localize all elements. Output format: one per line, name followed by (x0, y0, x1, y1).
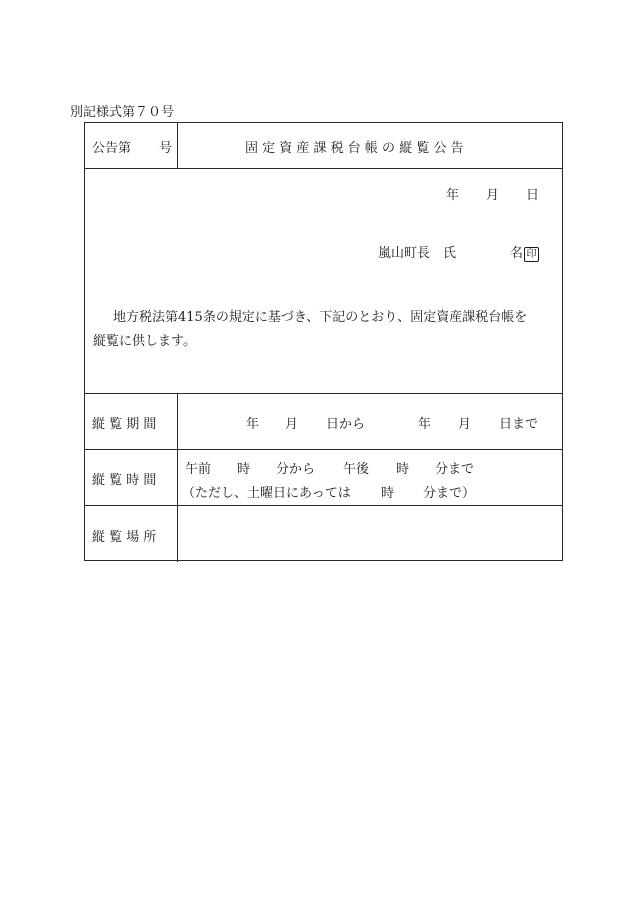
time-saturday-minute: 分まで） (423, 486, 476, 501)
paragraph-line-1: 地方税法第415条の規定に基づき、下記のとおり、固定資産課税台帳を (113, 310, 528, 325)
issuer-seal-area (510, 242, 539, 262)
form-number-label: 別記様式第７０号 (70, 105, 175, 120)
time-saturday-hour: 時 (381, 486, 395, 501)
paragraph-line-2: 縦覧に供します。 (93, 334, 196, 349)
period-to-month: 月 (458, 417, 472, 432)
divider-header (85, 168, 562, 169)
time-am: 午前 (185, 462, 212, 477)
header-column-divider (177, 123, 178, 168)
period-to-year: 年 (418, 417, 432, 432)
time-pm-hour: 時 (396, 462, 410, 477)
period-from-month: 月 (285, 417, 299, 432)
period-from-day: 日から (326, 417, 366, 432)
date-month: 月 (486, 188, 500, 203)
seal-mark: 印 (524, 247, 539, 262)
divider-time (85, 505, 562, 506)
issuer-name: 嵐山町長 氏 (378, 246, 457, 261)
date-day: 日 (526, 188, 540, 203)
notice-number-prefix: 公告第 (92, 141, 132, 156)
time-label: 縦 覧 時 間 (92, 473, 157, 488)
notice-number-suffix: 号 (159, 141, 173, 156)
label-column-divider (177, 393, 178, 562)
time-pm: 午後 (343, 462, 370, 477)
time-saturday-note: （ただし、土曜日にあっては (182, 486, 351, 501)
period-from-year: 年 (246, 417, 260, 432)
time-pm-minute: 分まで (435, 462, 475, 477)
notice-title: 固 定 資 産 課 税 台 帳 の 縦 覧 公 告 (245, 141, 464, 156)
divider-body (85, 393, 562, 394)
period-to-day: 日まで (499, 417, 539, 432)
divider-period (85, 449, 562, 450)
name-mark: 名 (510, 246, 524, 261)
notice-form (84, 122, 563, 561)
period-label: 縦 覧 期 間 (92, 417, 157, 432)
notice-paragraph (85, 306, 552, 354)
time-am-hour: 時 (237, 462, 251, 477)
date-year: 年 (446, 188, 460, 203)
time-am-minute: 分から (276, 462, 316, 477)
place-label: 縦 覧 場 所 (92, 530, 157, 545)
